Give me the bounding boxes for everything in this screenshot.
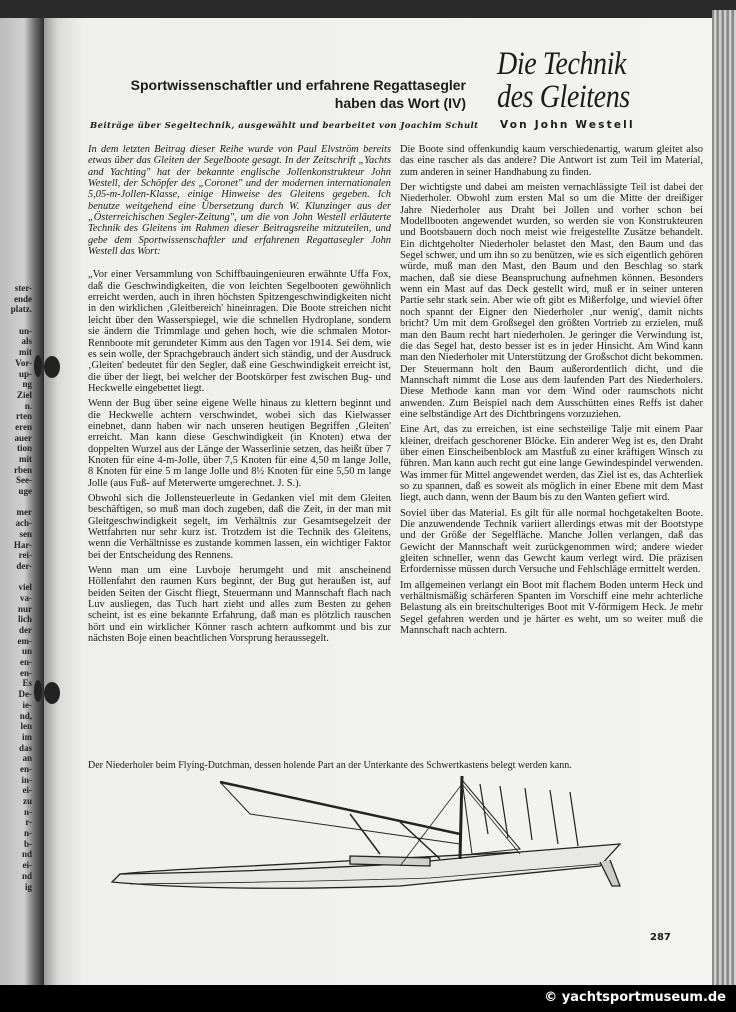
- previous-page-fragment: ei-: [22, 860, 32, 871]
- headline-line-2: haben das Wort (IV): [334, 95, 466, 111]
- previous-page-fragment: mit: [19, 347, 32, 358]
- previous-page-fragment: ster-: [14, 283, 32, 293]
- intro-paragraph: In dem letzten Beitrag dieser Reihe wurde von Paul Elvström bereits etwas über das Gleiten der Segelboote gesagt. In der Zeitschrift „Yachts and Yachting" hat der bekannte englische Jollenkonstrukteur John Westell, der Schöpfer des „Coronet" und der modernen internationalen 5,05-m-Jollen-Klasse, einige Hinweise des Gleitens gegeben. Ich benutze weitgehend eine Übersetzung durch W. Klunzinger aus der „Österreichischen Segler-Zeitung", um die von John Westell erläuterte Technik des Gleitens im Rahmen dieser Beitragsreihe mitzuteilen, und gebe dem Sportwissenschaftler und erfahrenen Regattasegler John Westell das Wort:: [88, 144, 391, 258]
- paragraph: Der wichtigste und dabei am meisten vernachlässigte Teil ist dabei der Niederholer. Obwohl zum ersten Mal so um die Mitte der dreißiger Jahre Niederholer aus Draht bei Jollen und vorher schon bei Modellbooten angewendet wurden, so werden sie von Konstrukteuren und Bootsbauern doch noch meist wie freigestellte Zusätze behandelt. Ein dichtgeholter Niederholer belastet den Mast, den Baum und das Segel schwer, und um ihn so zu benützen, wie es sich eigentlich gehören würde, muß man den Mast, den Baum und den Beschlag so stark machen, daß sie diese Beanspruchung aufnehmen können. Besonders wenn ein Mast auf das Deck gestellt wird, muß er in seiner unteren Partie sehr stark sein. Aber wie oft gibt es Mißerfolge, und wieviel öfter noch spannt der Eigner den Niederholer ‚nur wenig', damit nichts bricht? Um mit dem Großsegel den größten Vortrieb zu erzielen, muß man den Baum recht hart niederholen. Je geringer die Verwindung ist, die das Segel hat, desto besser ist es in jeder Hinsicht. Am Wind kann man den Niederholer mit Unterstützung der Großschot dicht bekommen. Der Steuermann holt den Baum außerordentlich dicht, und die Mannschaft nimmt die Lose aus dem laufenden Part des Niederholers. Diese Methode kann man vor dem Wind oder raumschots nicht anwenden. Zum Beispiel nach dem Ausschütten eines Reffs ist daher eine selbständige Art des Dichtbringens vorzuziehen.: [400, 182, 703, 420]
- paragraph: Soviel über das Material. Es gilt für alle normal hochgetakelten Boote. Die anzuwendende Technik variiert allerdings etwas mit der Bootstype und der Größe der Segelfläche. Manche Jollen verlangen, daß das Gewicht der Mannschaft weit zurückgenommen wird; andere wieder gleiten schneller, wenn das Gewcht kaum verlegt wird. Die präzisen Erfordernisse müssen durch Versuche und Fehlschläge ermittelt werden.: [400, 507, 703, 576]
- article-title: [497, 48, 667, 114]
- previous-page-fragment: Vor-: [15, 357, 32, 368]
- previous-page-fragment: nd: [21, 870, 32, 881]
- previous-page-fragment: mit: [19, 454, 32, 464]
- binding-hole: [44, 682, 60, 704]
- page-number: 287: [650, 932, 671, 943]
- previous-page-fragment: ig: [24, 881, 32, 892]
- previous-page-fragment: an: [22, 753, 32, 764]
- previous-page-fragment: en-: [20, 763, 32, 774]
- previous-page-fragment: ende: [14, 293, 32, 304]
- previous-page-fragment: un-: [18, 325, 32, 336]
- previous-page-fragment: eren: [15, 421, 32, 432]
- centreboard-case: [350, 856, 430, 866]
- previous-page-fragment: sen: [19, 528, 32, 539]
- previous-page-fragment: Ziel: [17, 389, 32, 400]
- previous-page-fragment: len: [20, 721, 32, 732]
- page-stack-edge: [712, 10, 736, 985]
- copyright-watermark: © yachtsportmuseum.de: [544, 990, 726, 1005]
- previous-page-fragment: r-: [25, 817, 32, 828]
- previous-page-fragment: en-: [20, 657, 32, 668]
- right-text-column: [400, 144, 703, 640]
- paragraph: Wenn der Bug über seine eigene Welle hinaus zu klettern beginnt und die Heckwelle achtern verschwindet, wobei sich das Kielwasser einebnet, dann haben wir nach unseren heutigen Begriffen ‚Gleiten' erreicht. Man kann diese Geschwindigkeit (in Knoten) etwa der doppelten Wurzel aus der Länge der Wasserlinie setzen, das heißt über 7 Knoten für eine 4-m-Jolle, über 7,5 Knoten für eine 4,50 m lange Jolle, 8 Knoten für eine 5 m lange Jolle und 8½ Knoten für eine 5,50 m lange Jolle (aus Fuß- auf Meterwerte umgerechnet. J. S.).: [88, 398, 391, 489]
- previous-page-fragment: zu: [23, 796, 32, 806]
- previous-page-fragment: [2, 315, 32, 326]
- title-line-2: des Gleitens: [497, 79, 630, 115]
- previous-page-fragment: nur: [17, 603, 32, 614]
- previous-page-fragment: als: [21, 336, 32, 347]
- previous-page-fragment: rei-: [18, 550, 32, 561]
- mast: [460, 776, 462, 859]
- previous-page-fragment: mer: [16, 507, 32, 518]
- previous-page-fragment: uge: [18, 486, 32, 497]
- previous-page-fragment: [2, 572, 32, 583]
- paragraph: Die Boote sind offenkundig kaum verschiedenartig, warum gleitet also das eine rascher als das andere? Die Antwort ist zum Teil im Material, zum anderen in seiner Handhabung zu finden.: [400, 144, 703, 178]
- previous-page-fragment: [2, 497, 32, 508]
- article-author: Von John Westell: [500, 119, 635, 131]
- previous-page-fragment: Es: [22, 678, 32, 689]
- previous-page-fragment: auer: [14, 432, 32, 443]
- paragraph: „Vor einer Versammlung von Schiffbauingenieuren erwähnte Uffa Fox, daß die Geschwindigkeiten, die von leichten Segelbooten gewöhnlich erreicht werden, auch in ihren höchsten Spitzengeschwindigkeiten nicht in den wirklichen ‚Gleitbereich' hineinragen. Die Boote streichen nicht leicht über den Wasserspiegel, wie die schnellen Hydroplane, sondern sie ändern die Trimmlage und gehen hoch, wie die schmalen Motor-Rennboote mit gerundeter Kimm aus den Tagen vor 1914. Sei dem, wie es sein wolle, der Sprachgebrauch ändert sich ständig, und der Ausdruck ‚Gleiten' bedeutet für den Segler, daß eine Geschwindigkeit erreicht ist, die über der liegt, bei welcher der Bootskörper fest zwischen Bug- und Heckwelle eingebettet liegt.: [88, 269, 391, 394]
- previous-page-fragment: ng: [22, 379, 32, 390]
- previous-page-fragment: platz.: [10, 304, 32, 315]
- binding-hole: [44, 356, 60, 378]
- previous-page-fragment: em-: [17, 635, 32, 646]
- paragraph: Wenn man um eine Luvboje herumgeht und mit anscheinend Höllenfahrt den raumen Kurs beginnt, der Bug gut heraußen ist, auf beiden Seiten der Gischt fliegt, Steuermann und Mannschaft flach nach Luv ausliegen, das Tuch hart zieht und alles zum Besten zu gehen scheint, ist es eine bekannte Erfahrung, daß man es plötzlich rauschen hört und ein wirklicher Könner rasch achtern aufkommt und bis zur nächsten Boje einen beachtlichen Vorsprung heraussegelt.: [88, 565, 391, 645]
- paragraph: Eine Art, das zu erreichen, ist eine sechsteilige Talje mit einem Paar kleiner, dreifach geschorener Blöcke. Ein anderer Weg ist es, den Draht über einen Einscheibenblock am Mastfuß zu einer kräftigen Winsch zu führen. Man kann auch recht gut eine lange Gewindespindel verwenden. Was immer für Mittel angewendet werden, das Ziel ist es, das Achterliek so zu spannen, daß es soweit als möglich in einer Ebene mit dem Mast liegt, auch dann, wenn der Baum bis zu den Wanten gefiert wird.: [400, 424, 703, 504]
- previous-page-fragment: rten: [16, 411, 32, 422]
- previous-page-fragment: tion: [16, 443, 32, 454]
- article-headline: [56, 76, 466, 112]
- rudder: [600, 860, 620, 886]
- previous-page-fragment: das: [18, 742, 32, 753]
- previous-page-fragment: up-: [18, 368, 32, 379]
- previous-page-fragment: un: [21, 646, 32, 657]
- previous-page-text-fragments: [2, 283, 32, 892]
- previous-page-fragment: in-: [21, 774, 32, 785]
- binding-hole: [34, 355, 42, 377]
- previous-page-fragment: en-: [20, 667, 32, 678]
- previous-page-fragment: ie-: [22, 699, 32, 710]
- article-subtitle: Beiträge über Segeltechnik, ausgewählt und bearbeitet von Joachim Schult: [90, 121, 479, 131]
- figure-caption: Der Niederholer beim Flying-Dutchman, dessen holende Part an der Unterkante des Schwertkastens belegt werden kann.: [88, 760, 572, 771]
- previous-page-fragment: See-: [16, 475, 32, 486]
- boom: [220, 782, 460, 834]
- previous-page-fragment: b-: [23, 838, 32, 849]
- previous-page-fragment: va-: [20, 592, 32, 603]
- previous-page-fragment: De-: [18, 689, 32, 700]
- paragraph: Obwohl sich die Jollensteuerleute in Gedanken viel mit dem Gleiten beschäftigen, so muß man doch zugeben, daß die Zeit, in der man mit Gleitgeschwindigkeit segelt, im Verhältnis zur Gesamtsegelzeit der Wettfahrten nur sehr kurz ist. Trotzdem ist die Technik des Gleitens, wenn die Verhältnisse es zustande kommen lassen, ein wichtiger Faktor bei der Entscheidung des Rennens.: [88, 492, 391, 561]
- previous-page-fragment: ei-: [22, 785, 32, 796]
- previous-page-fragment: n-: [23, 828, 32, 839]
- flying-dutchman-boat-drawing: [100, 774, 630, 899]
- title-line-1: Die Technik: [497, 46, 627, 82]
- headline-line-1: Sportwissenschaftler und erfahrene Regattasegler: [130, 77, 466, 93]
- previous-page-fragment: im: [22, 731, 32, 742]
- previous-page-fragment: nd,: [19, 710, 32, 721]
- binding-hole: [34, 680, 42, 702]
- previous-page-fragment: viel: [18, 582, 32, 593]
- left-text-column: [88, 144, 391, 648]
- paragraph: Im allgemeinen verlangt ein Boot mit flachem Boden unterm Heck und verhältnismäßig schärferen Spanten im Vorschiff eine mehr achterliche Belastung als ein breitschulteriges Boot mit V-förmigem Heck. Je mehr Segel gefahren werden und je härter es weht, um so weiter muß die Mannschaft nach achtern.: [400, 579, 703, 637]
- previous-page-fragment: Har-: [13, 539, 32, 550]
- previous-page-fragment: der-: [16, 560, 32, 571]
- previous-page-fragment: der: [19, 625, 32, 635]
- previous-page-fragment: lich: [17, 614, 32, 625]
- previous-page-fragment: rben: [14, 464, 32, 475]
- previous-page-fragment: ach-: [15, 518, 32, 529]
- previous-page-fragment: n.: [24, 400, 32, 411]
- previous-page-fragment: n-: [23, 806, 32, 817]
- previous-page-fragment: nd: [21, 849, 32, 860]
- sail-battens: [480, 784, 578, 846]
